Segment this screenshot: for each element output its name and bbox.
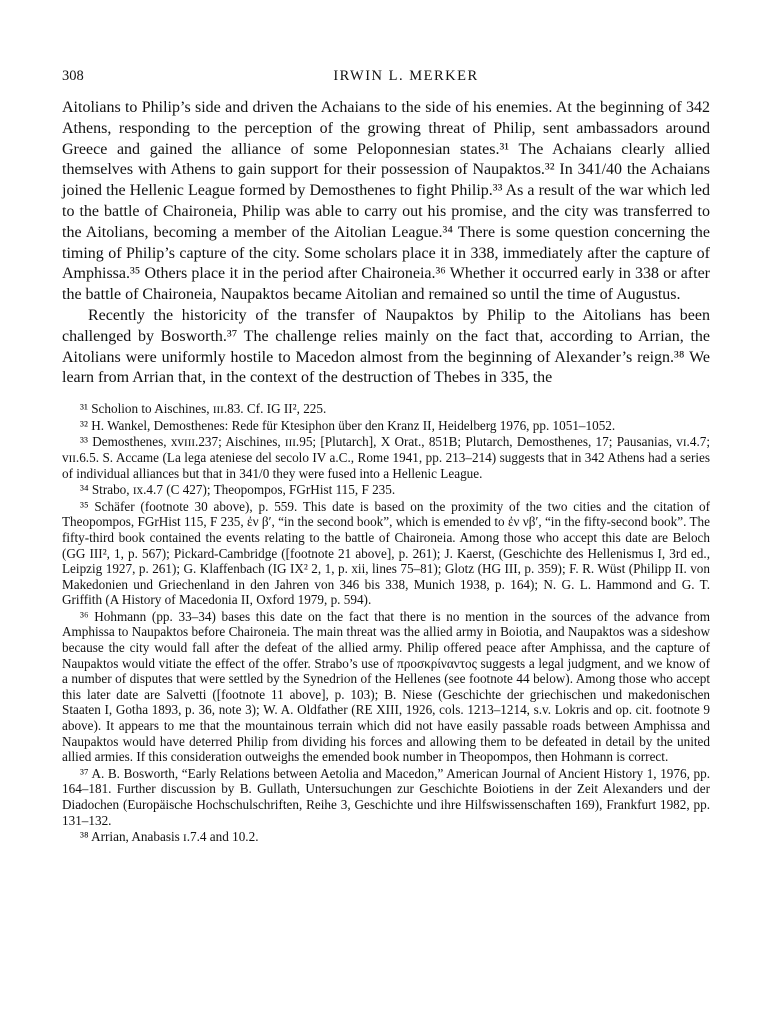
- page-header: [62, 68, 710, 88]
- page: [62, 68, 710, 846]
- footnote-37: ³⁷ A. B. Bosworth, “Early Relations between Aetolia and Macedon,” American Journal of Ancient History 1, 1976, pp. 164–181. Further discussion by B. Gullath, Untersuchungen zur Geschichte Boiotiens in der Zeit Alexanders und der Diadochen (Europäische Hochschulschriften, Reihe 3, Geschichte und ihre Hilfswissenschaften 169), Frankfurt 1982, pp. 131–132.: [62, 765, 710, 828]
- main-text: [62, 98, 710, 389]
- footnote-31: ³¹ Scholion to Aischines, ɪɪɪ.83. Cf. IG II², 225.: [80, 401, 327, 417]
- body-paragraph-1: Aitolians to Philip’s side and driven the Achaians to the side of his enemies. At the beginning of 342 Athens, responding to the perception of the growing threat of Philip, sent ambassadors around Greece and gained the alliance of some Peloponnesian states.³¹ The Achaians clearly allied themselves with Athens to gain support for their possession of Naupaktos.³² In 341/40 the Achaians joined the Hellenic League formed by Demosthenes to fight Philip.³³ As a result of the war which led to the battle of Chaironeia, Philip was able to carry out his promise, and the city was transferred to the Aitolians, becoming a member of the Aitolian League.³⁴ There is some question concerning the timing of Philip’s capture of the city. Some scholars place it in 338, immediately after the capture of Amphissa.³⁵ Others place it in the period after Chaironeia.³⁶ Whether it occurred early in 338 or after the battle of Chaironeia, Naupaktos became Aitolian and remained so until the time of Augustus.: [62, 99, 710, 304]
- body-paragraph-2: Recently the historicity of the transfer of Naupaktos by Philip to the Aitolians has been challenged by Bosworth.³⁷ The challenge relies mainly on the fact that, according to Arrian, the Aitolians were uniformly hostile to Macedon almost from the beginning of Alexander’s reign.³⁸ We learn from Arrian that, in the context of the destruction of Thebes in 335, the: [62, 306, 710, 387]
- footnote-36: ³⁶ Hohmann (pp. 33–34) bases this date on the fact that there is no mention in the sources of the advance from Amphissa to Naupaktos before Chaironeia. The main threat was the allied army in Boiotia, and Naupaktos was a sideshow because the city would fall after the defeat of the allied army. Philip offered peace after Amphissa, and the capture of Naupaktos would vitiate the effect of the offer. Strabo’s use of προσκρίναντος suggests a legal judgment, and we know of a number of disputes that were settled by the Synedrion of the Hellenes (see footnote 44 below). Among those who accept this later date are Salvetti ([footnote 11 above], p. 103); B. Niese (Geschichte der griechischen und makedonischen Staaten I, Gotha 1893, p. 36, note 3); W. A. Oldfather (RE XIII, 1926, cols. 1213–1214, s.v. Lokris and op. cit. footnote 9 above). It appears to me that the mountainous terrain which did not have easily passable roads between Amphissa and Naupaktos would have deterred Philip from dividing his forces and allowing them to be defeated in detail by the united allied armies. If this consideration outweighs the emended book number in Theopompos, then Hohmann is correct.: [62, 608, 710, 765]
- footnote-33: ³³ Demosthenes, xᴠɪɪɪ.237; Aischines, ɪɪɪ.95; [Plutarch], X Orat., 851B; Plutarch, Demosthenes, 17; Pausanias, ᴠɪ.4.7; ᴠɪɪ.6.5. S. Accame (La lega ateniese del secolo IV a.C., Rome 1941, pp. 213–214) suggests that in 342 Athens had a series of individual alliances but that in 341/0 they were fused into a Hellenic League.: [62, 434, 710, 481]
- page-number: 308: [62, 68, 84, 84]
- running-head: IRWIN L. MERKER: [333, 68, 479, 84]
- footnote-32: ³² H. Wankel, Demosthenes: Rede für Ktesiphon über den Kranz II, Heidelberg 1976, pp. 1051–1052.: [80, 417, 616, 433]
- footnotes: [62, 401, 710, 845]
- footnote-34: ³⁴ Strabo, ɪx.4.7 (C 427); Theopompos, FGrHist 115, F 235.: [80, 482, 396, 498]
- footnote-35: ³⁵ Schäfer (footnote 30 above), p. 559. This date is based on the proximity of the two cities and the citation of Theopompos, FGrHist 115, F 235, ἐν β′, “in the second book”, which is emended to ἐν νβ′, “in the fifty-second book”. The fifty-third book contained the events relating to the battle of Chaironeia. Among those who accept this date are Beloch (GG III², 1, p. 567); Pickard-Cambridge ([footnote 21 above], p. 261); J. Kaerst, (Geschichte des Hellenismus I, 3rd ed., Leipzig 1927, p. 261); G. Klaffenbach (IG IX² 2, 1, p. xii, lines 75–81); Glotz (HG III, p. 359); F. R. Wüst (Philipp II. von Makedonien und Griechenland in den Jahren von 346 bis 338, Munich 1938, p. 164); N. G. L. Hammond and G. T. Griffith (A History of Macedonia II, Oxford 1979, p. 594).: [62, 498, 710, 608]
- footnote-38: ³⁸ Arrian, Anabasis ɪ.7.4 and 10.2.: [80, 829, 259, 845]
